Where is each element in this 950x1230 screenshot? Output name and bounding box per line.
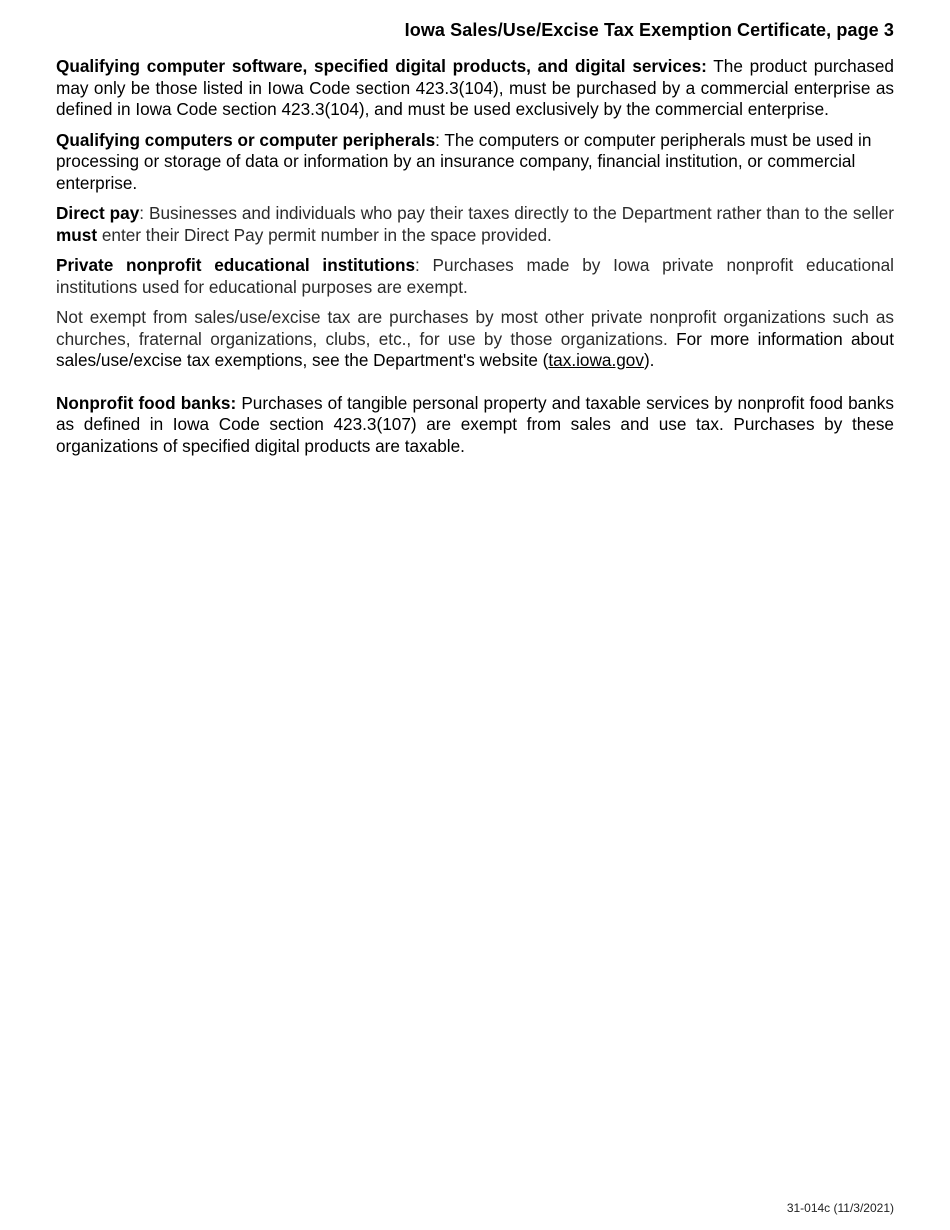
text-qualifying-computers: : The computers or computer peripherals must be used in processing or storage of data or information by an insurance company, financial institution, or commercial enterprise. xyxy=(56,129,872,193)
paragraph-not-exempt xyxy=(56,307,894,372)
paragraph-spacer xyxy=(56,381,894,393)
heading-food-banks: Nonprofit food banks: xyxy=(56,392,237,413)
text-qualifying-software: The product purchased may only be those listed in Iowa Code section 423.3(104), must be purchased by a commercial enterprise as defined in Iowa Code section 423.3(104), and must be used exclusively by the commercial enterprise. xyxy=(56,56,894,119)
document-body xyxy=(56,56,894,466)
paragraph-qualifying-computers xyxy=(56,130,894,195)
text-more-info-end: ). xyxy=(643,350,655,370)
text-private-nonprofit: : Purchases made by Iowa private nonprofit educational institutions used for educational purposes are exempt. xyxy=(56,255,894,297)
heading-direct-pay: Direct pay xyxy=(56,203,140,223)
page-header-title: Iowa Sales/Use/Excise Tax Exemption Certificate, page 3 xyxy=(404,20,894,40)
text-direct-pay-after: enter their Direct Pay permit number in the space provided. xyxy=(97,224,552,245)
text-direct-pay-before: : Businesses and individuals who pay their taxes directly to the Department rather than to the seller xyxy=(139,203,894,223)
paragraph-private-nonprofit xyxy=(56,255,894,298)
heading-qualifying-software: Qualifying computer software, specified digital products, and digital services: xyxy=(56,56,707,76)
emphasis-must: must xyxy=(56,224,98,245)
paragraph-food-banks xyxy=(56,393,894,458)
link-tax-iowa-gov[interactable]: tax.iowa.gov xyxy=(548,350,644,370)
heading-qualifying-computers: Qualifying computers or computer peripherals xyxy=(56,129,436,150)
text-food-banks: Purchases of tangible personal property and taxable services by nonprofit food banks as defined in Iowa Code section 423.3(107) are exempt from sales and use tax. Purchases by these organizations of specified digital products are taxable. xyxy=(56,392,894,456)
form-id-footer: 31-014c (11/3/2021) xyxy=(786,1201,894,1215)
heading-private-nonprofit: Private nonprofit educational institutions xyxy=(56,255,416,275)
paragraph-qualifying-software xyxy=(56,56,894,121)
paragraph-direct-pay xyxy=(56,203,894,246)
text-not-exempt: Not exempt from sales/use/excise tax are purchases by most other private nonprofit organizations such as churches, fraternal organizations, clubs, etc., for use by those organizations. xyxy=(56,307,894,349)
text-more-info: For more information about sales/use/excise tax exemptions, see the Department's website ( xyxy=(56,328,894,370)
